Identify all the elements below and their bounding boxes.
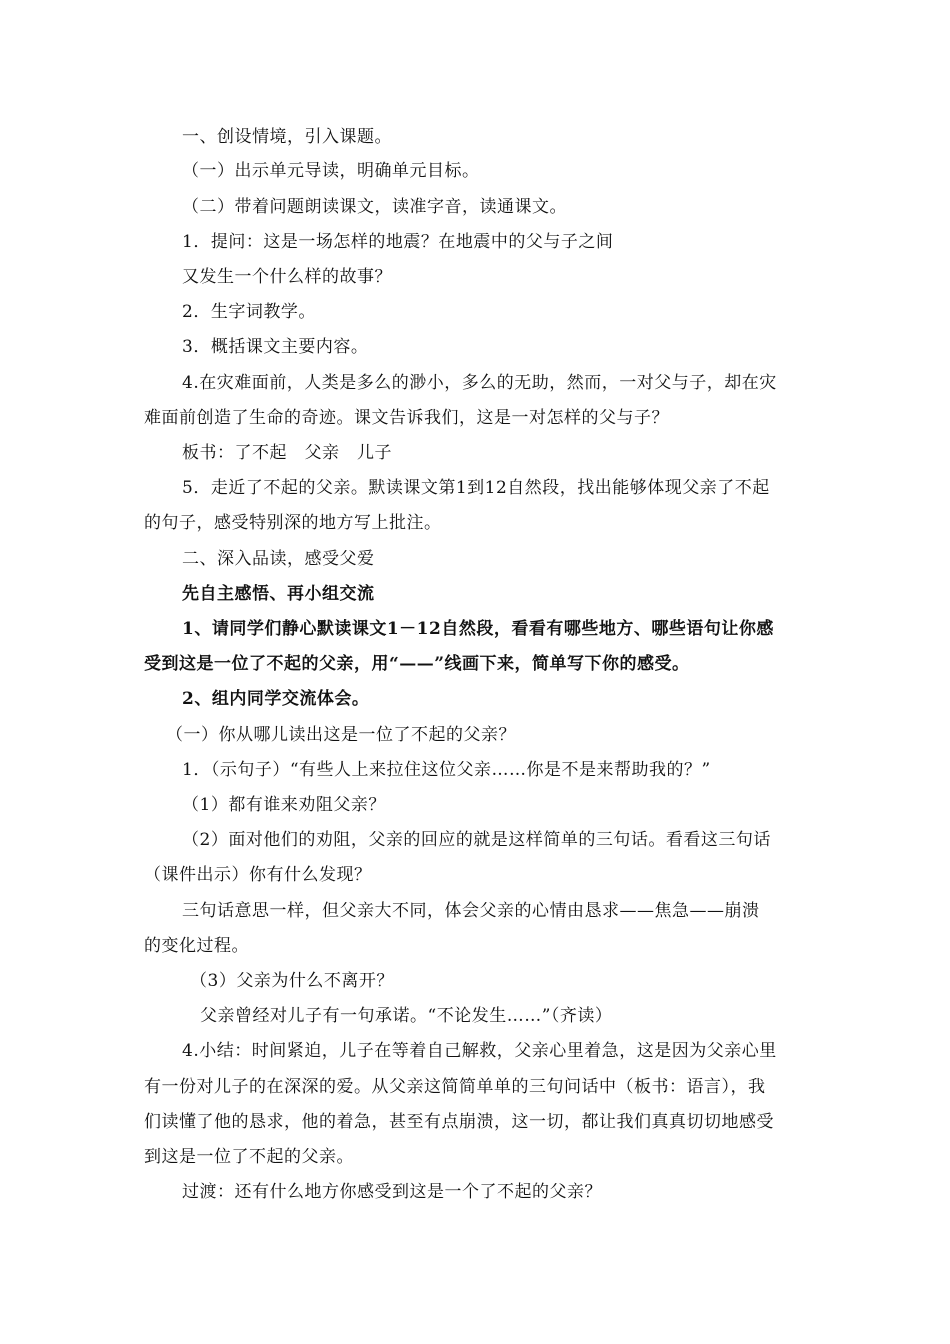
subsection-question: （一）你从哪儿读出这是一位了不起的父亲？ <box>166 725 516 745</box>
bold-instruction: 2、组内同学交流体会。 <box>182 689 370 709</box>
section-heading-1: 一、创设情境，引入课题。 <box>182 127 392 147</box>
paragraph-line: 们读懂了他的恳求，他的着急，甚至有点崩溃，这一切，都让我们真真切切地感受 <box>144 1112 774 1132</box>
transition-line: 过渡：还有什么地方你感受到这是一个了不起的父亲？ <box>182 1182 602 1202</box>
paragraph-line: 1．（示句子）“有些人上来拉住这位父亲……你是不是来帮助我的？” <box>182 760 711 780</box>
paragraph-line: 难面前创造了生命的奇迹。课文告诉我们，这是一对怎样的父与子？ <box>144 408 669 428</box>
bold-instruction: 受到这是一位了不起的父亲，用“——”线画下来，简单写下你的感受。 <box>144 654 690 674</box>
board-notes: 板书：了不起 父亲 儿子 <box>182 443 392 463</box>
section-heading-2: 二、深入品读，感受父爱 <box>182 549 375 569</box>
paragraph-line: （2）面对他们的劝阻，父亲的回应的就是这样简单的三句话。看看这三句话 <box>182 830 771 850</box>
paragraph-line: 4.在灾难面前，人类是多么的渺小，多么的无助，然而，一对父与子，却在灾 <box>182 373 777 393</box>
paragraph-line: 的句子，感受特别深的地方写上批注。 <box>144 513 442 533</box>
paragraph-line: 1．提问：这是一场怎样的地震？在地震中的父与子之间 <box>182 232 614 252</box>
paragraph-line: （课件出示）你有什么发现？ <box>144 865 372 885</box>
paragraph-line: 4.小结：时间紧迫，儿子在等着自己解救，父亲心里着急，这是因为父亲心里 <box>182 1041 777 1061</box>
subsection-1: （一）出示单元导读，明确单元目标。 <box>182 161 480 181</box>
paragraph-line: 又发生一个什么样的故事？ <box>182 267 392 287</box>
paragraph-line: 父亲曾经对儿子有一句承诺。“不论发生……”（齐读） <box>200 1006 613 1026</box>
paragraph-line: 的变化过程。 <box>144 936 249 956</box>
subsection-2: （二）带着问题朗读课文，读准字音，读通课文。 <box>182 197 567 217</box>
bold-instruction: 1、请同学们静心默读课文1－12自然段，看看有哪些地方、哪些语句让你感 <box>182 619 774 639</box>
paragraph-line: 到这是一位了不起的父亲。 <box>144 1147 354 1167</box>
paragraph-line: 有一份对儿子的在深深的爱。从父亲这简简单单的三句问话中（板书：语言），我 <box>144 1077 766 1097</box>
paragraph-line: 3．概括课文主要内容。 <box>182 337 369 357</box>
paragraph-line: （3）父亲为什么不离开？ <box>190 971 394 991</box>
paragraph-line: 5．走近了不起的父亲。默读课文第1到12自然段，找出能够体现父亲了不起 <box>182 478 770 498</box>
paragraph-line: （1）都有谁来劝阻父亲？ <box>182 795 386 815</box>
paragraph-line: 2．生字词教学。 <box>182 302 316 322</box>
paragraph-line: 三句话意思一样，但父亲大不同，体会父亲的心情由恳求——焦急——崩溃 <box>182 901 760 921</box>
bold-instruction: 先自主感悟、再小组交流 <box>182 584 375 604</box>
